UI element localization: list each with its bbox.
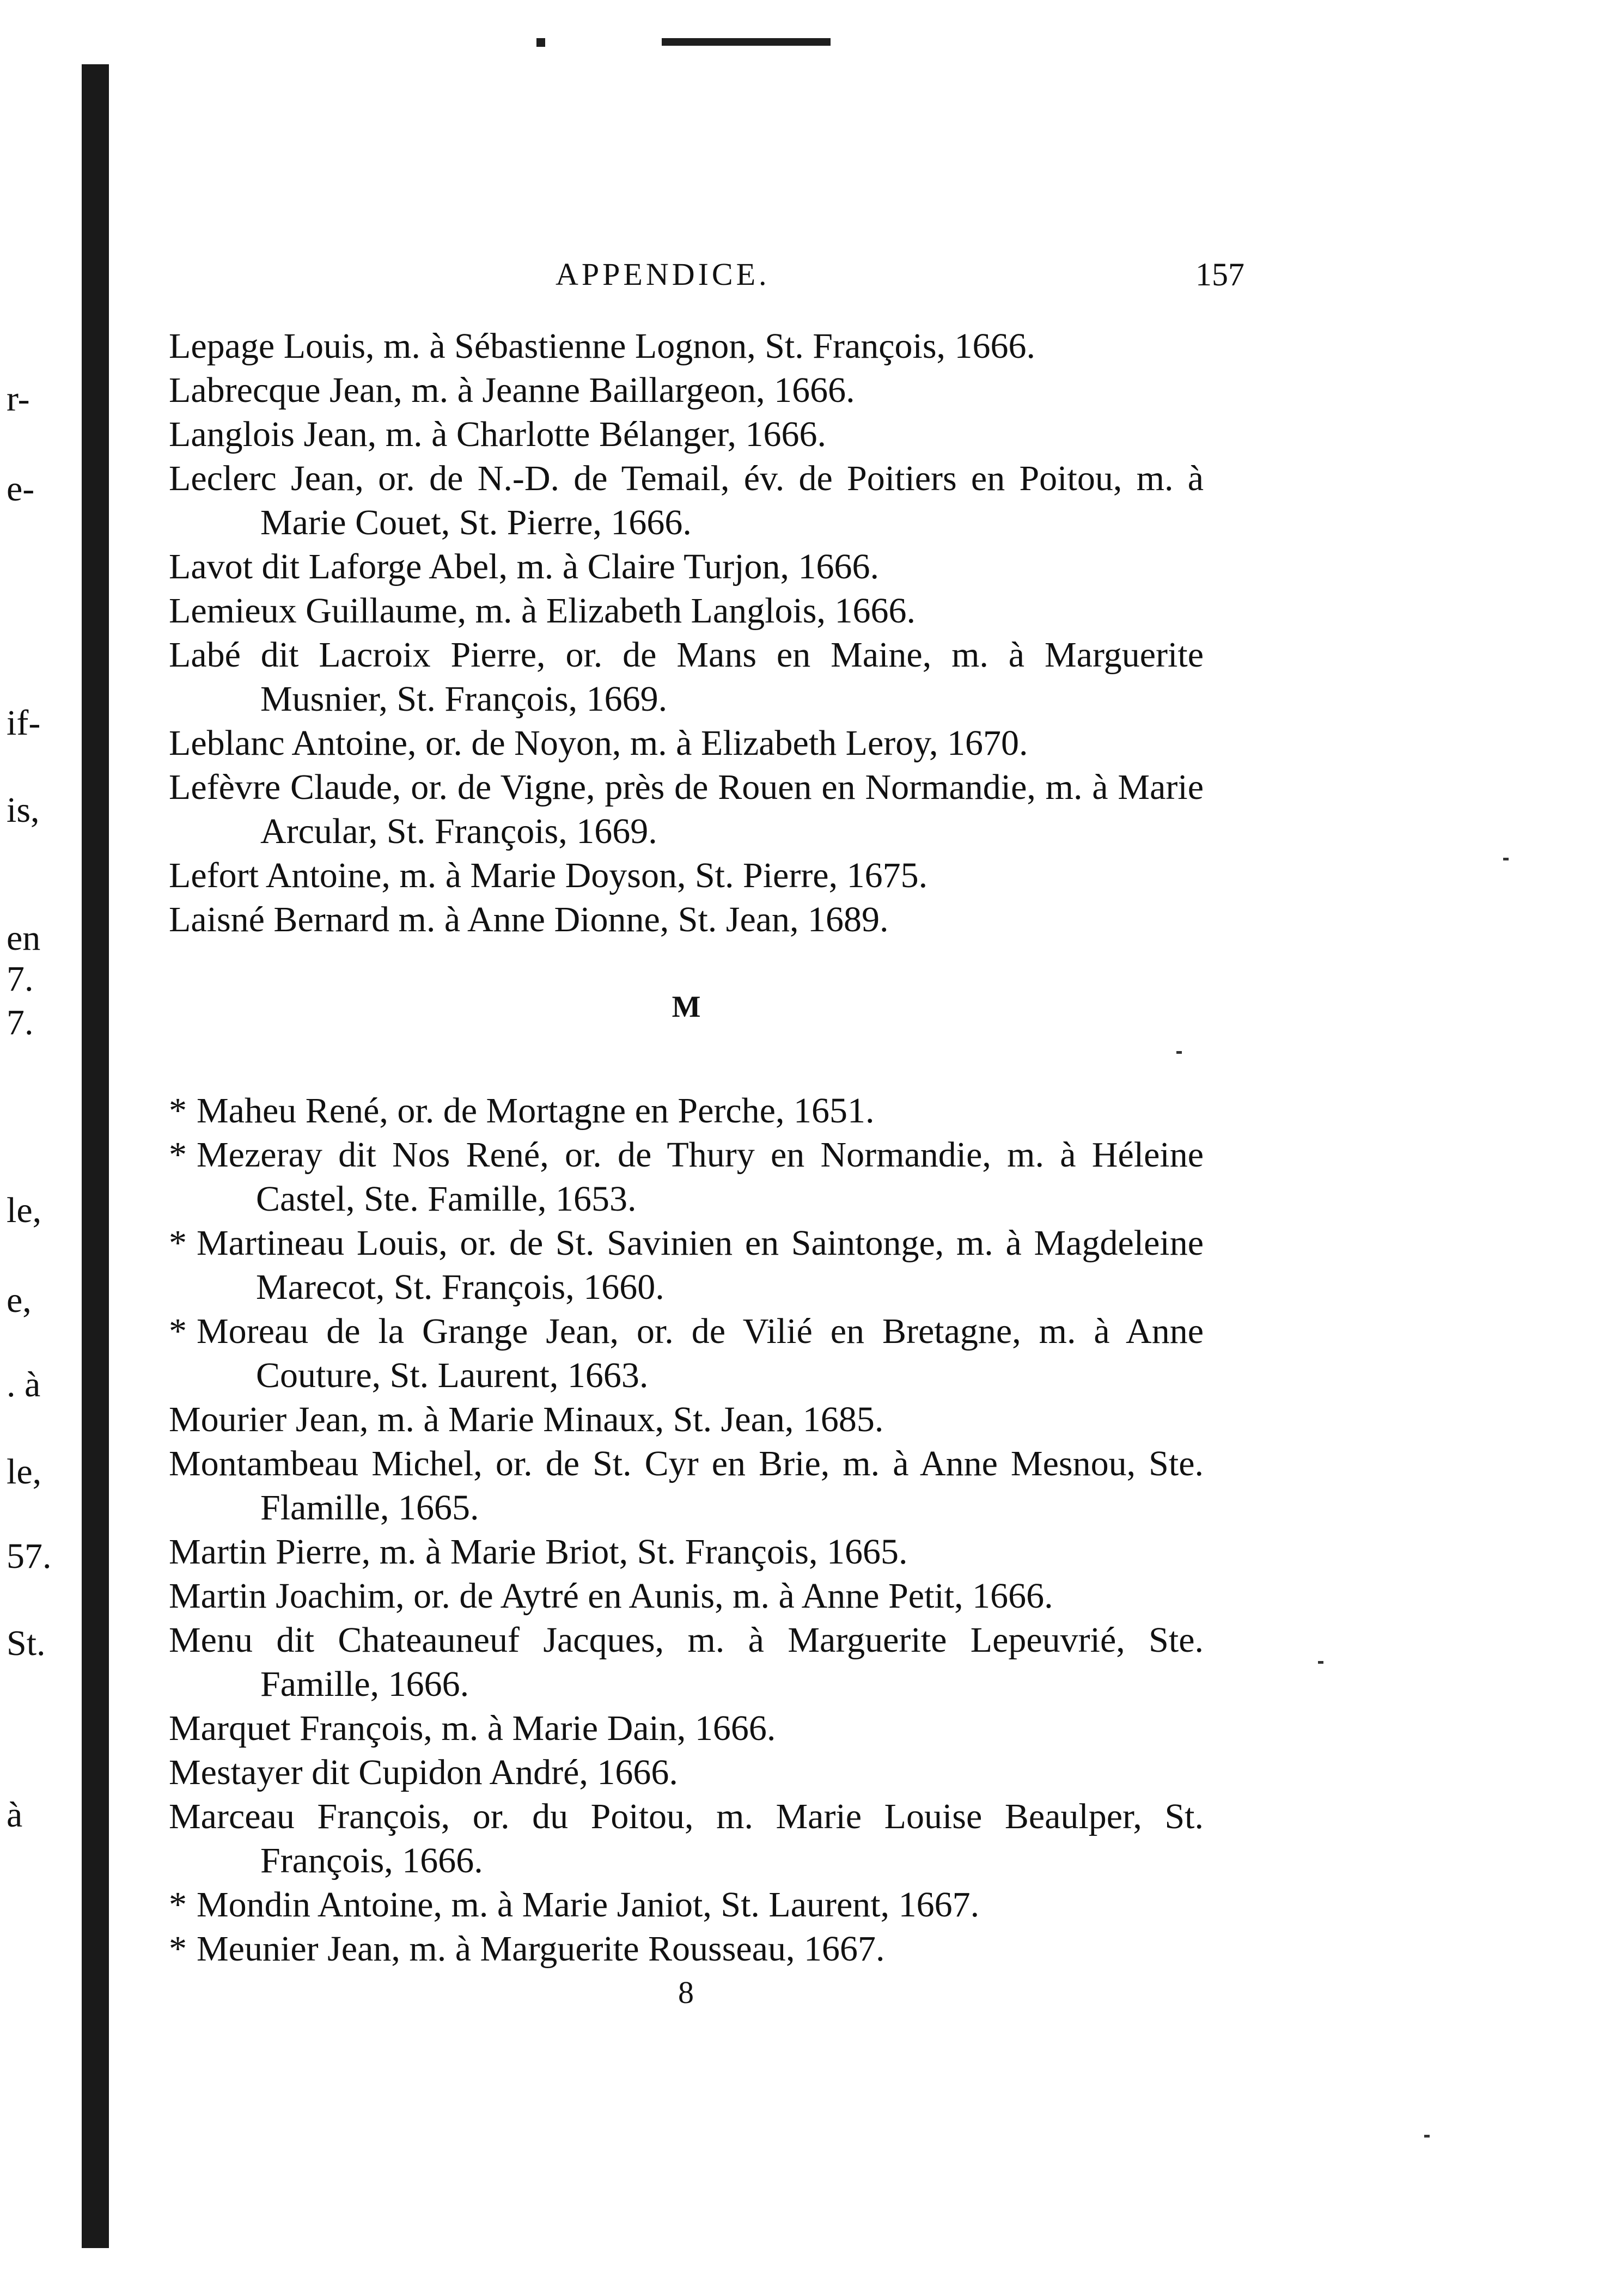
margin-fragment: St. [7, 1623, 46, 1663]
register-entry [169, 1794, 1204, 1883]
margin-fragment: le, [7, 1452, 42, 1492]
register-entry [169, 1618, 1204, 1706]
margin-fragment: 7. [7, 959, 34, 999]
entry-text: Lemieux Guillaume, m. à Elizabeth Langlois, 1666. [169, 591, 916, 631]
register-entry [169, 545, 1204, 589]
entry-text: Mezeray dit Nos René, or. de Thury en Normandie, m. à Héleine Castel, Ste. Famille, 1653. [197, 1135, 1204, 1219]
running-head: APPENDICE. [556, 257, 770, 292]
ink-speck [1424, 2135, 1430, 2138]
entry-text: Laisné Bernard m. à Anne Dionne, St. Jean, 1689. [169, 900, 889, 939]
register-entry [169, 1397, 1204, 1442]
entry-text: Lavot dit Laforge Abel, m. à Claire Turjon, 1666. [169, 547, 879, 587]
register-entry [169, 897, 1204, 942]
margin-fragment: à [7, 1795, 23, 1835]
top-rule-mark [662, 38, 831, 46]
register-entry [169, 633, 1204, 721]
previous-page-margin [0, 0, 76, 2296]
page-number: 157 [1195, 257, 1244, 292]
entry-text: Leblanc Antoine, or. de Noyon, m. à Elizabeth Leroy, 1670. [169, 723, 1028, 763]
register-entry [169, 765, 1204, 853]
entry-text: Martin Pierre, m. à Marie Briot, St. François, 1665. [169, 1532, 908, 1572]
register-entry [169, 456, 1204, 545]
margin-fragment: r- [7, 379, 30, 419]
register-entry [169, 1927, 1204, 1971]
register-entry [169, 324, 1204, 368]
entry-text: Montambeau Michel, or. de St. Cyr en Brie, m. à Anne Mesnou, Ste. Flamille, 1665. [169, 1444, 1204, 1528]
ink-speck [1176, 1051, 1182, 1054]
asterisk-marker: * [169, 1311, 187, 1351]
entry-text: Martin Joachim, or. de Aytré en Aunis, m. à Anne Petit, 1666. [169, 1576, 1053, 1616]
ink-speck [1318, 1661, 1323, 1664]
section-heading-m: M [672, 990, 701, 1024]
entry-text: Menu dit Chateauneuf Jacques, m. à Marguerite Lepeuvrié, Ste. Famille, 1666. [169, 1620, 1204, 1704]
register-entry [169, 1530, 1204, 1574]
asterisk-marker: * [169, 1885, 187, 1925]
binding-edge [82, 64, 109, 2248]
entry-text: Mondin Antoine, m. à Marie Janiot, St. Laurent, 1667. [197, 1885, 980, 1925]
entry-text: Moreau de la Grange Jean, or. de Vilié en Bretagne, m. à Anne Couture, St. Laurent, 1663. [197, 1311, 1204, 1395]
top-ink-mark [536, 38, 545, 47]
margin-fragment: e, [7, 1280, 32, 1320]
margin-fragment: 57. [7, 1536, 52, 1576]
entry-text: Langlois Jean, m. à Charlotte Bélanger, 1666. [169, 414, 827, 454]
asterisk-marker: * [169, 1223, 187, 1263]
register-entry [169, 1221, 1204, 1309]
register-entry [169, 589, 1204, 633]
register-entry [169, 368, 1204, 412]
margin-fragment: e- [7, 469, 35, 509]
register-entry [169, 1089, 1204, 1133]
entry-text: Marquet François, m. à Marie Dain, 1666. [169, 1708, 776, 1748]
margin-fragment: . à [7, 1365, 41, 1405]
entry-text: Leclerc Jean, or. de N.-D. de Temail, év. de Poitiers en Poitou, m. à Marie Couet, St. Pierre, 1666. [169, 459, 1204, 542]
entry-text: Lefèvre Claude, or. de Vigne, près de Rouen en Normandie, m. à Marie Arcular, St. François, 1669. [169, 767, 1204, 851]
entry-text: Martineau Louis, or. de St. Savinien en Saintonge, m. à Magdeleine Marecot, St. François, 1660. [197, 1223, 1204, 1307]
register-entry [169, 412, 1204, 456]
entry-text: Labé dit Lacroix Pierre, or. de Mans en Maine, m. à Marguerite Musnier, St. François, 1669. [169, 635, 1204, 719]
entry-text: Marceau François, or. du Poitou, m. Marie Louise Beaulper, St. François, 1666. [169, 1797, 1204, 1880]
register-entry [169, 1706, 1204, 1750]
entry-text: Meunier Jean, m. à Marguerite Rousseau, 1667. [197, 1929, 885, 1969]
ink-speck [1503, 858, 1509, 860]
entry-text: Labrecque Jean, m. à Jeanne Baillargeon, 1666. [169, 370, 855, 410]
entry-text: Lepage Louis, m. à Sébastienne Lognon, St. François, 1666. [169, 326, 1036, 366]
register-entry [169, 1574, 1204, 1618]
appendix-entries [169, 324, 1204, 1971]
section-l-list [169, 324, 1204, 942]
register-entry [169, 1750, 1204, 1794]
margin-fragment: if- [7, 703, 41, 743]
margin-fragment: is, [7, 790, 40, 830]
asterisk-marker: * [169, 1091, 187, 1131]
register-entry [169, 853, 1204, 897]
margin-fragment: en [7, 918, 41, 958]
asterisk-marker: * [169, 1929, 187, 1969]
margin-fragment: 7. [7, 1003, 34, 1042]
register-entry [169, 1442, 1204, 1530]
register-entry [169, 1309, 1204, 1397]
register-entry [169, 1133, 1204, 1221]
entry-text: Lefort Antoine, m. à Marie Doyson, St. Pierre, 1675. [169, 856, 928, 895]
register-entry [169, 1883, 1204, 1927]
signature-mark: 8 [678, 1975, 694, 2010]
asterisk-marker: * [169, 1135, 187, 1175]
margin-fragment: le, [7, 1190, 42, 1230]
register-entry [169, 721, 1204, 765]
entry-text: Maheu René, or. de Mortagne en Perche, 1651. [197, 1091, 875, 1131]
entry-text: Mourier Jean, m. à Marie Minaux, St. Jean, 1685. [169, 1400, 884, 1439]
entry-text: Mestayer dit Cupidon André, 1666. [169, 1752, 678, 1792]
section-m-list [169, 1089, 1204, 1971]
